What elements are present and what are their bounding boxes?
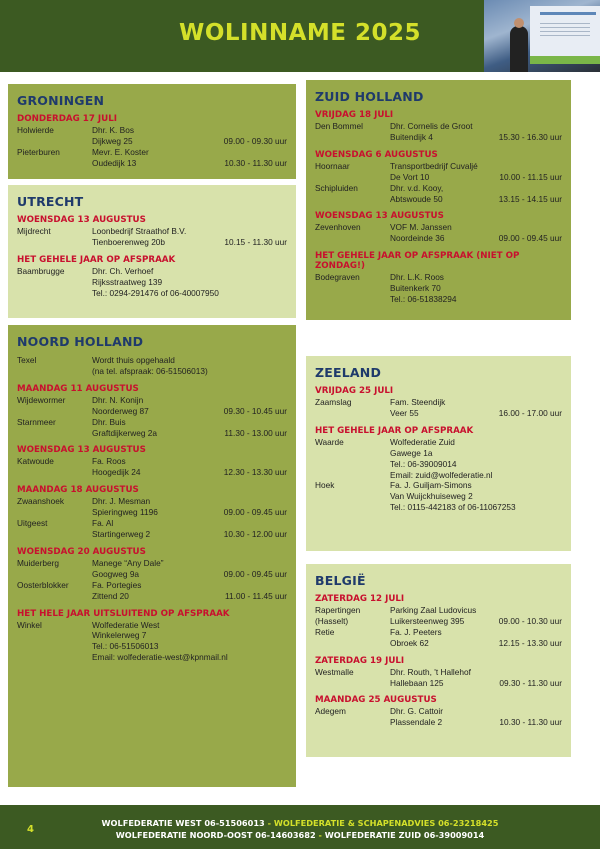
- location-place: Winkel: [17, 619, 42, 630]
- location-time: 09.00 - 09.45 uur: [223, 507, 287, 518]
- location-address: Fa. J. Guiljam-Simons: [390, 480, 472, 491]
- location-row: [315, 283, 562, 294]
- footer-contacts-line-1: [0, 818, 600, 828]
- location-address: Hallebaan 125: [390, 677, 444, 688]
- location-time: 10.00 - 11.15 uur: [499, 171, 562, 182]
- region-box-groningen: [8, 84, 296, 179]
- location-address: VOF M. Janssen: [390, 222, 452, 233]
- trailer-stripe: [530, 56, 600, 64]
- schedule-section: [315, 426, 562, 513]
- location-place: Hoornaar: [315, 160, 350, 171]
- location-row: [315, 616, 562, 627]
- schedule-section: [17, 485, 287, 540]
- location-place: Schipluiden: [315, 182, 358, 193]
- location-place: Den Bommel: [315, 121, 363, 131]
- location-time: 11.30 - 13.00 uur: [224, 427, 287, 438]
- page-header: [0, 0, 600, 72]
- location-address: Fa. J. Peeters: [390, 626, 442, 637]
- location-place: Zaamslag: [315, 397, 352, 407]
- location-address: Tel.: 0115-442183 of 06-11067253: [390, 502, 516, 513]
- schedule-section: [17, 215, 287, 248]
- location-row: [17, 652, 287, 663]
- footer-contacts-line-2: [0, 830, 600, 840]
- location-row: [17, 641, 287, 652]
- page-number: 4: [27, 824, 34, 835]
- location-place: [315, 638, 390, 649]
- location-row: [315, 605, 562, 616]
- location-address: Loonbedrijf Straathof B.V.: [92, 226, 187, 236]
- location-row: [17, 569, 287, 580]
- location-address: Wordt thuis opgehaald: [92, 355, 175, 365]
- location-row: [17, 277, 287, 288]
- location-row: [315, 470, 562, 481]
- location-row: [315, 706, 562, 717]
- page-title: WOLINNAME 2025: [178, 20, 422, 46]
- location-address: (na tel. afspraak: 06-51506013): [92, 365, 208, 376]
- location-address: Tel.: 06-39009014: [390, 458, 457, 469]
- location-place: [315, 491, 390, 502]
- location-address: De Vort 10: [390, 171, 430, 182]
- location-place: [315, 194, 390, 205]
- location-row: [17, 406, 287, 417]
- location-place: [17, 136, 92, 147]
- location-address: Oudedijk 13: [92, 157, 137, 168]
- location-address: Spieringweg 1196: [92, 507, 158, 518]
- footer-separator: -: [264, 818, 274, 828]
- location-place: [17, 366, 92, 377]
- location-row: [17, 158, 287, 169]
- truck-photo: [484, 0, 600, 72]
- collection-date: WOENSDAG 6 AUGUSTUS: [315, 149, 438, 160]
- location-row: [315, 121, 562, 132]
- location-row: [17, 529, 287, 540]
- location-address: Fa. Roos: [92, 456, 126, 467]
- location-place: [315, 470, 390, 481]
- location-row: [17, 456, 287, 467]
- location-time: 09.30 - 10.45 uur: [223, 405, 287, 416]
- schedule-section: [17, 547, 287, 602]
- location-address: Email: wolfederatie-west@kpnmail.nl: [92, 652, 228, 663]
- collection-date: WOENSDAG 13 AUGUSTUS: [315, 211, 444, 222]
- location-place: [17, 467, 92, 478]
- location-row: [315, 233, 562, 244]
- schedule-section: [17, 355, 287, 377]
- location-address: Startingerweg 2: [92, 528, 151, 539]
- location-row: [315, 678, 562, 689]
- location-place: [17, 630, 92, 641]
- location-row: [17, 518, 287, 529]
- location-place: [315, 717, 390, 728]
- location-place: Retie: [315, 626, 335, 637]
- schedule-section: [315, 110, 562, 143]
- location-time: 16.00 - 17.00 uur: [498, 407, 562, 418]
- collection-date: HET GEHELE JAAR OP AFSPRAAK (NIET OP ZONDAG!): [315, 251, 520, 272]
- region-box-zuid-holland: [306, 80, 571, 320]
- person-figure: [510, 26, 528, 72]
- location-row: [17, 580, 287, 591]
- collection-date: HET HELE JAAR UITSLUITEND OP AFSPRAAK: [17, 608, 230, 619]
- location-address: Dhr. J. Mesman: [92, 496, 151, 507]
- collection-date: ZATERDAG 19 JULI: [315, 655, 405, 666]
- location-place: [17, 591, 92, 602]
- location-address: Dhr. N. Konijn: [92, 394, 144, 405]
- schedule-section: [17, 445, 287, 478]
- location-address: Dijkweg 25: [92, 135, 133, 146]
- location-time: 12.15 - 13.30 uur: [498, 637, 562, 648]
- location-place: [315, 132, 390, 143]
- location-address: Dhr. G. Cattoir: [390, 706, 444, 717]
- location-place: [315, 408, 390, 419]
- location-place: [17, 277, 92, 288]
- location-row: [17, 428, 287, 439]
- location-row: [17, 630, 287, 641]
- location-place: Wijdewormer: [17, 394, 66, 405]
- collection-date: HET GEHELE JAAR OP AFSPRAAK: [315, 425, 474, 436]
- schedule-section: [315, 251, 562, 305]
- location-row: [315, 294, 562, 305]
- location-address: Plassendale 2: [390, 717, 443, 728]
- location-row: [315, 222, 562, 233]
- location-address: Buitenkerk 70: [390, 283, 441, 294]
- location-row: [17, 125, 287, 136]
- location-row: [315, 437, 562, 448]
- schedule-section: [315, 386, 562, 419]
- location-row: [17, 266, 287, 277]
- region-box-utrecht: [8, 185, 296, 318]
- location-row: [17, 467, 287, 478]
- footer-contact-zuid: WOLFEDERATIE ZUID 06-39009014: [324, 830, 485, 840]
- collection-date: MAANDAG 25 AUGUSTUS: [315, 695, 437, 706]
- location-place: Pieterburen: [17, 146, 60, 157]
- schedule-section: [315, 150, 562, 205]
- location-address: Dhr. v.d. Kooy,: [390, 182, 444, 193]
- location-time: 09.00 - 09.45 uur: [223, 568, 287, 579]
- page-footer: [0, 805, 600, 849]
- location-address: Fa. Portegies: [92, 579, 142, 590]
- location-address: Rijksstraatweg 139: [92, 276, 163, 287]
- location-place: Rapertingen: [315, 605, 361, 615]
- location-address: Dhr. Buis: [92, 416, 126, 427]
- collection-date: VRIJDAG 18 JULI: [315, 110, 394, 120]
- location-row: [315, 627, 562, 638]
- location-address: Obroek 62: [390, 637, 429, 648]
- location-place: Adegem: [315, 706, 346, 717]
- location-row: [17, 395, 287, 406]
- location-row: [315, 491, 562, 502]
- location-row: [315, 397, 562, 408]
- schedule-section: [17, 609, 287, 664]
- region-title: GRONINGEN: [17, 93, 105, 108]
- location-place: [17, 158, 92, 169]
- region-title: BELGIË: [315, 573, 366, 588]
- location-place: Holwierde: [17, 125, 54, 135]
- location-place: [17, 529, 92, 540]
- location-address: Email: zuid@wolfederatie.nl: [390, 469, 493, 480]
- location-row: [17, 355, 287, 366]
- region-title: ZEELAND: [315, 365, 382, 380]
- location-address: Dhr. K. Bos: [92, 125, 134, 135]
- location-place: Oosterblokker: [17, 579, 69, 590]
- location-row: [315, 183, 562, 194]
- location-place: Zevenhoven: [315, 222, 361, 233]
- location-row: [315, 161, 562, 172]
- location-row: [315, 459, 562, 470]
- location-row: [315, 717, 562, 728]
- footer-contact-noord-oost: WOLFEDERATIE NOORD-OOST 06-14603682: [115, 830, 316, 840]
- location-place: [17, 237, 92, 248]
- location-place: [315, 172, 390, 183]
- location-address: Noorderweg 87: [92, 405, 149, 416]
- collection-date: WOENSDAG 13 AUGUSTUS: [17, 215, 146, 225]
- trailer-logo: [540, 12, 596, 15]
- location-row: [315, 132, 562, 143]
- location-place: [315, 294, 390, 305]
- location-place: [315, 283, 390, 294]
- location-row: [315, 194, 562, 205]
- location-row: [17, 288, 287, 299]
- location-address: Dhr. Cornelis de Groot: [390, 121, 473, 131]
- location-place: Uitgeest: [17, 518, 48, 529]
- location-address: Hoogedijk 24: [92, 467, 141, 478]
- schedule-section: [315, 594, 562, 649]
- location-place: [315, 678, 390, 689]
- location-address: Zittend 20: [92, 590, 129, 601]
- location-address: Wolfederatie Zuid: [390, 436, 455, 447]
- location-time: 10.30 - 11.30 uur: [499, 717, 562, 728]
- location-row: [17, 226, 287, 237]
- location-time: 15.30 - 16.30 uur: [498, 131, 562, 142]
- person-head: [514, 18, 524, 28]
- schedule-section: [315, 211, 562, 244]
- location-place: Westmalle: [315, 666, 354, 677]
- location-place: Mijdrecht: [17, 226, 51, 236]
- location-row: [17, 136, 287, 147]
- location-address: Fa. Al: [92, 518, 114, 529]
- schedule-section: [17, 255, 287, 299]
- location-row: [17, 591, 287, 602]
- location-time: 13.15 - 14.15 uur: [498, 193, 562, 204]
- location-place: Starnmeer: [17, 416, 56, 427]
- location-address: Abtswoude 50: [390, 193, 443, 204]
- collection-date: ZATERDAG 12 JULI: [315, 594, 405, 604]
- region-title: NOORD HOLLAND: [17, 334, 144, 349]
- location-row: [315, 172, 562, 183]
- location-address: Noordeinde 36: [390, 233, 445, 244]
- location-row: [315, 480, 562, 491]
- location-row: [315, 502, 562, 513]
- location-address: Veer 55: [390, 407, 419, 418]
- location-place: [315, 459, 390, 470]
- location-place: Bodegraven: [315, 272, 360, 283]
- location-address: Luikersteenweg 395: [390, 615, 465, 626]
- collection-date: WOENSDAG 13 AUGUSTUS: [17, 445, 146, 456]
- location-address: Mevr. E. Koster: [92, 146, 149, 157]
- schedule-section: [315, 656, 562, 689]
- location-place: (Hasselt): [315, 615, 349, 626]
- location-place: [17, 406, 92, 417]
- location-row: [315, 667, 562, 678]
- location-address: Tienboerenweg 20b: [92, 236, 166, 247]
- location-time: 11.00 - 11.45 uur: [225, 590, 287, 601]
- location-address: Wolfederatie West: [92, 619, 160, 630]
- location-row: [17, 237, 287, 248]
- location-row: [315, 448, 562, 459]
- location-time: 10.30 - 11.30 uur: [224, 157, 287, 168]
- region-title: ZUID HOLLAND: [315, 89, 424, 104]
- location-address: Van Wuijckhuiseweg 2: [390, 491, 473, 502]
- location-row: [315, 408, 562, 419]
- location-place: Muiderberg: [17, 557, 59, 568]
- region-box-zeeland: [306, 356, 571, 551]
- location-time: 09.00 - 10.30 uur: [498, 615, 562, 626]
- location-address: Gawege 1a: [390, 447, 433, 458]
- location-row: [315, 272, 562, 283]
- location-row: [17, 558, 287, 569]
- footer-contact-schapenadvies: WOLFEDERATIE & SCHAPENADVIES 06-23218425: [273, 818, 499, 828]
- location-place: Katwoude: [17, 456, 54, 467]
- location-address: Dhr. Ch. Verhoef: [92, 265, 154, 276]
- collection-date: WOENSDAG 20 AUGUSTUS: [17, 546, 146, 557]
- location-place: [315, 502, 390, 513]
- schedule-section: [17, 114, 287, 169]
- footer-contact-west: WOLFEDERATIE WEST 06-51506013: [101, 818, 265, 828]
- location-row: [17, 620, 287, 631]
- location-address: Fam. Steendijk: [390, 397, 446, 407]
- location-address: Graftdijkerweg 2a: [92, 427, 158, 438]
- collection-date: MAANDAG 18 AUGUSTUS: [17, 485, 139, 496]
- location-time: 10.30 - 12.00 uur: [223, 528, 287, 539]
- collection-date: MAANDAG 11 AUGUSTUS: [17, 383, 139, 394]
- location-place: [17, 652, 92, 663]
- schedule-section: [315, 695, 562, 728]
- location-address: Winkelerweg 7: [92, 630, 147, 641]
- location-address: Dhr. L.K. Roos: [390, 272, 444, 283]
- location-row: [17, 417, 287, 428]
- location-address: Manege “Any Dale”: [92, 557, 164, 568]
- location-time: 09.00 - 09.45 uur: [498, 233, 562, 244]
- collection-date: DONDERDAG 17 JULI: [17, 114, 117, 124]
- location-place: Baambrugge: [17, 265, 65, 276]
- footer-separator: -: [315, 830, 325, 840]
- location-address: Buitendijk 4: [390, 131, 433, 142]
- location-place: [315, 448, 390, 459]
- location-row: [17, 496, 287, 507]
- location-address: Parking Zaal Ludovicus: [390, 605, 477, 615]
- location-time: 09.30 - 11.30 uur: [499, 677, 562, 688]
- location-place: Hoek: [315, 480, 335, 491]
- trailer-lettering: [540, 20, 590, 36]
- location-place: [17, 507, 92, 518]
- location-place: Zwaanshoek: [17, 496, 65, 507]
- location-time: 12.30 - 13.30 uur: [223, 467, 287, 478]
- truck-trailer: [530, 6, 600, 56]
- location-time: 09.00 - 09.30 uur: [223, 135, 287, 146]
- location-place: Texel: [17, 355, 37, 365]
- region-box-noord-holland: [8, 325, 296, 787]
- location-row: [315, 638, 562, 649]
- location-place: Waarde: [315, 436, 344, 447]
- location-place: [17, 641, 92, 652]
- region-title: UTRECHT: [17, 194, 84, 209]
- location-address: Tel.: 06-51838294: [390, 294, 457, 305]
- location-address: Tel.: 06-51506013: [92, 641, 159, 652]
- location-address: Tel.: 0294-291476 of 06-40007950: [92, 287, 219, 298]
- collection-date: VRIJDAG 25 JULI: [315, 386, 394, 396]
- location-address: Dhr. Routh, 't Hallehof: [390, 666, 471, 677]
- location-place: [17, 288, 92, 299]
- location-row: [17, 507, 287, 518]
- location-place: [17, 428, 92, 439]
- location-place: [17, 569, 92, 580]
- location-time: 10.15 - 11.30 uur: [224, 236, 287, 247]
- location-row: [17, 366, 287, 377]
- location-address: Transportbedrijf Cuvaljé: [390, 160, 478, 171]
- schedule-section: [17, 384, 287, 439]
- location-address: Googweg 9a: [92, 568, 140, 579]
- location-row: [17, 147, 287, 158]
- location-place: [315, 233, 390, 244]
- region-box-belgie: [306, 564, 571, 757]
- collection-date: HET GEHELE JAAR OP AFSPRAAK: [17, 254, 176, 265]
